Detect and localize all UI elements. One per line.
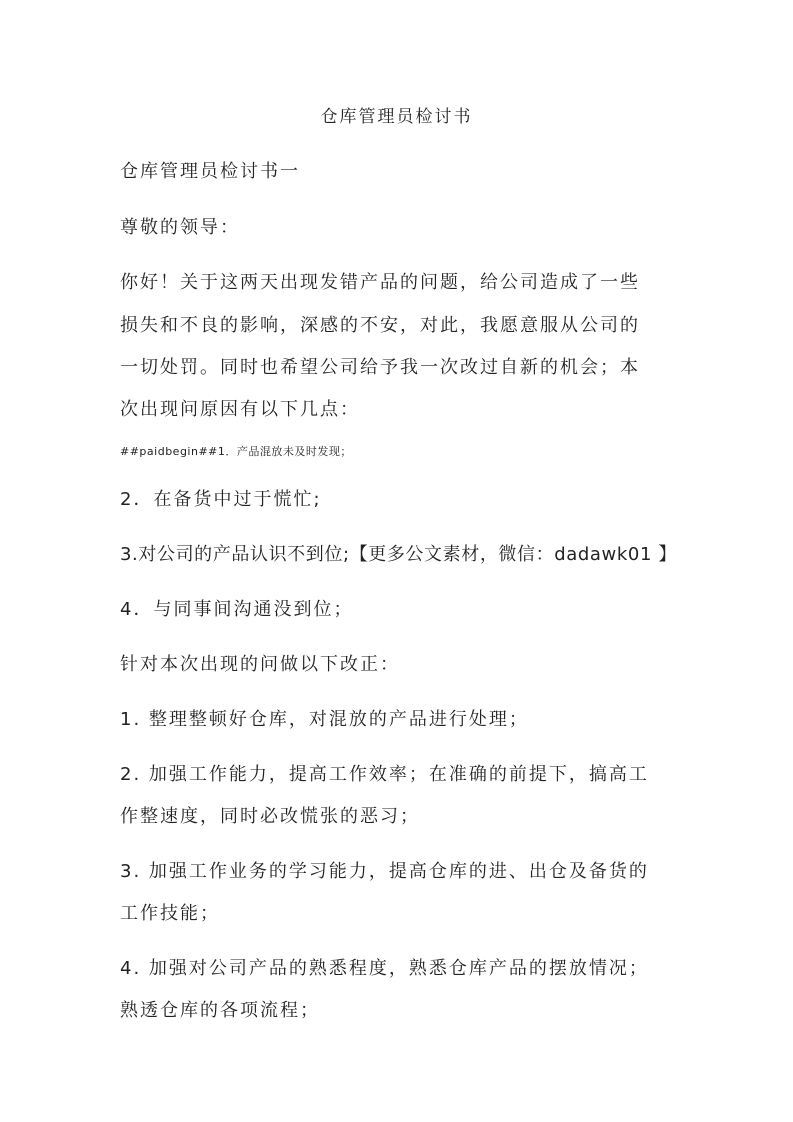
improvement-item: 4. 加强对公司产品的熟悉程度，熟悉仓库产品的摆放情况； (120, 958, 649, 979)
improvement-item-continued: 熟透仓库的各项流程； (120, 1000, 320, 1021)
improvement-heading: 针对本次出现的问做以下改正： (120, 654, 400, 675)
improvement-item: 2. 加强工作能力，提高工作效率；在准确的前提下，搞高工 (120, 764, 649, 785)
reason-item: 4．与同事间沟通没到位； (120, 599, 354, 620)
intro-line: 你好！关于这两天出现发错产品的问题，给公司造成了一些 (120, 272, 640, 293)
improvement-item: 3. 加强工作业务的学习能力，提高仓库的进、出仓及备货的 (120, 861, 649, 882)
document-subtitle: 仓库管理员检讨书一 (120, 161, 300, 182)
improvement-item-continued: 工作技能； (120, 903, 220, 924)
intro-line: 损失和不良的影响，深感的不安，对此，我愿意服从公司的 (120, 315, 640, 336)
improvement-item: 1. 整理整顿好仓库，对混放的产品进行处理； (120, 709, 529, 730)
intro-line: 次出现问原因有以下几点： (120, 399, 360, 420)
improvement-item-continued: 作整速度，同时必改慌张的恶习； (120, 806, 420, 827)
intro-line: 一切处罚。同时也希望公司给予我一次改过自新的机会；本 (120, 357, 640, 378)
salutation: 尊敬的领导： (120, 217, 240, 238)
document-title: 仓库管理员检讨书 (320, 107, 473, 127)
reason-item: ##paidbegin##1．产品混放未及时发现； (120, 445, 352, 458)
reason-item: 3.对公司的产品认识不到位;【更多公文素材，微信：dadawk01 】 (120, 544, 677, 565)
reason-item: 2．在备货中过于慌忙; (120, 489, 322, 510)
